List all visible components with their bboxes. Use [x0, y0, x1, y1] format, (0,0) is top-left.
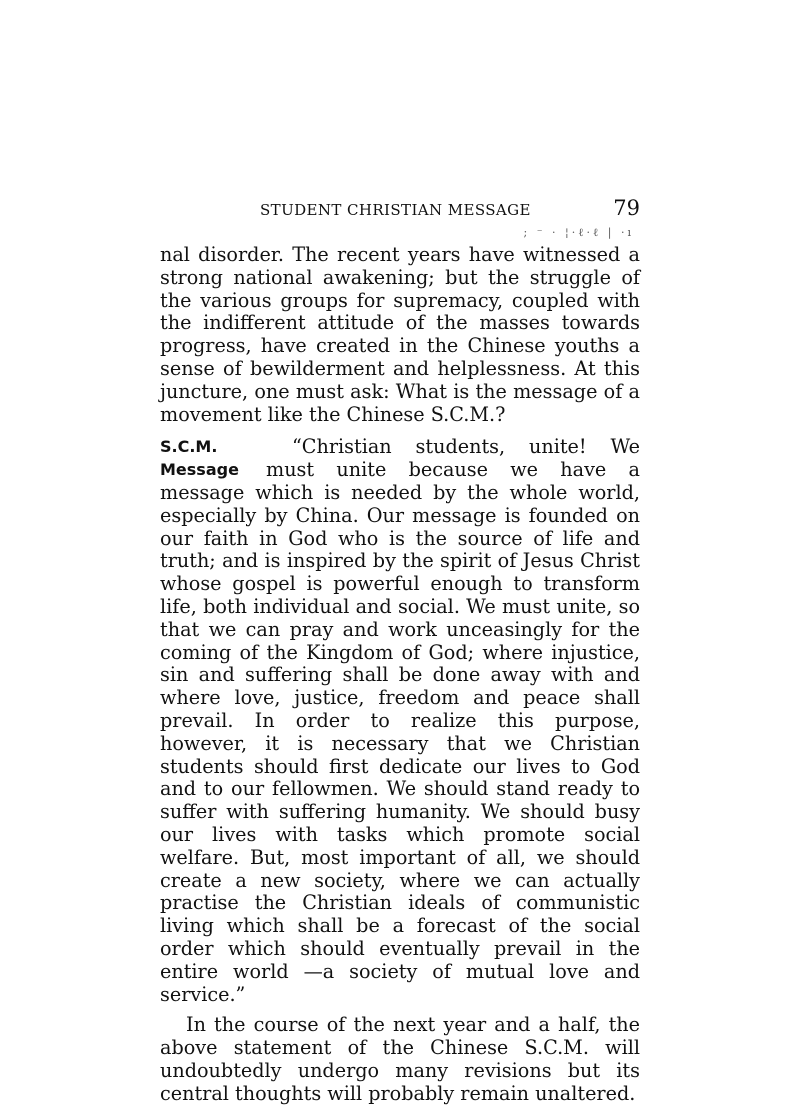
sidehead-line-2: Message [160, 460, 239, 480]
book-page [160, 196, 640, 1105]
margin-sidehead [160, 436, 266, 482]
continued-paragraph: nal disorder. The recent years have witnessed a strong national awakening; but the struggle of the various groups for supremacy, coupled with the indifferent attitude of the masses towards progress, have created in the Chinese youths a sense of bewilderment and helplessness. At this juncture, one must ask: What is the message of a movement like the Chinese S.C.M.? [160, 243, 640, 426]
sidehead-line-1: S.C.M. [160, 437, 218, 457]
scm-message-section [160, 436, 640, 1006]
closing-paragraph: In the course of the next year and a half, the above statement of the Chinese S.C.M. will undoubtedly undergo many revisions but its central thoughts will probably remain unaltered. [160, 1013, 640, 1105]
quote-paragraph: “Christian students, unite! We must unite because we have a message which is needed by the whole world, especially by China. Our message is founded on our faith in God who is the source of life and truth; and is inspired by the spirit of Jesus Christ whose gospel is powerful enough to transform life, both individual and social. We must unite, so that we can pray and work unceasingly for the coming of the Kingdom of God; where injustice, sin and suffering shall be done away with and where love, justice, freedom and peace shall prevail. In order to realize this purpose, however, it is necessary that we Christian students should first dedicate our lives to God and to our fellowmen. We should stand ready to suffer with suffering humanity. We should busy our lives with tasks which promote social welfare. But, most important of all, we should create a new society, where we can actually practise the Christian ideals of communistic living which shall be a forecast of the social order which should eventually prevail in the entire world —a society of mutual love and service.” [160, 435, 640, 1006]
running-title: STUDENT CHRISTIAN MESSAGE [260, 201, 531, 219]
body-text [160, 244, 640, 1105]
running-head [160, 196, 640, 239]
print-specks: ; ⁻ · ¦·ℓ·ℓ | ·ı [523, 226, 634, 239]
page-number: 79 [613, 196, 640, 220]
